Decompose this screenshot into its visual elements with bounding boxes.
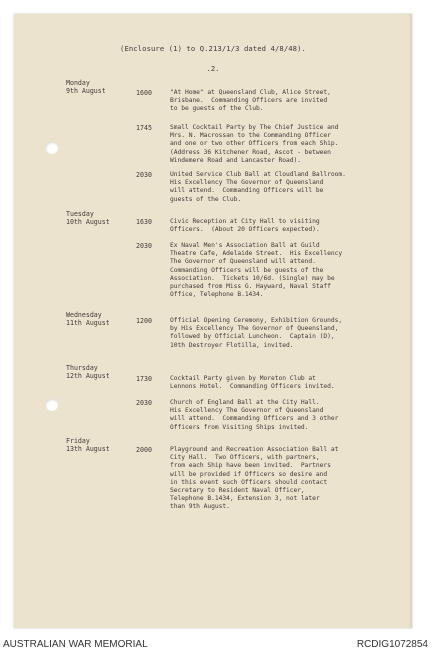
archive-footer [0, 636, 432, 654]
entry-time: 2000 [136, 446, 152, 454]
entry-day: Tuesday 10th August [66, 210, 110, 227]
entry-description: United Service Club Ball at Cloudland Ballroom. His Excellency The Governor of Queensland will attend. Commanding Officers will be guests of the Club. [170, 171, 346, 203]
entry-description: Official Opening Ceremony, Exhibition Grounds, by His Excellency The Governor of Queensland, followed by Official Luncheon. Captain (D), 10th Destroyer Flotilla, invited. [170, 317, 343, 349]
entry-day: Friday 13th August [66, 437, 110, 454]
entry-time: 2030 [136, 171, 152, 179]
entry-time: 2030 [136, 399, 152, 407]
entry-time: 1730 [136, 375, 152, 383]
entry-description: Church of England Ball at the City Hall. His Excellency The Governor of Queensland will attend. Commanding Officers and 3 other Officers from Visiting Ships invited. [170, 399, 339, 431]
entry-description: Small Cocktail Party by The Chief Justice and Mrs. N. Macrossan to the Commanding Officer and one or two other Officers from each Ship. (Address 36 Kitchener Road, Ascot - between Windemere Road and Lancaster Road). [170, 124, 339, 164]
document-page [14, 14, 412, 628]
entry-description: "At Home" at Queensland Club, Alice Street, Brisbane. Commanding Officers are invited to be guests of the Club. [170, 89, 331, 113]
entry-description: Cocktail Party given by Moreton Club at Lennons Hotel. Commanding Officers invited. [170, 375, 335, 391]
entry-time: 2030 [136, 242, 152, 250]
page-number: .2. [206, 64, 220, 73]
entry-description: Civic Reception at City Hall to visiting Officers. (About 20 Officers expected). [170, 218, 320, 234]
record-id: RCDIG1072854 [356, 639, 428, 650]
schedule-list [14, 14, 412, 628]
entry-time: 1745 [136, 124, 152, 132]
enclosure-heading: (Enclosure (1) to Q.213/1/3 dated 4/8/48). [120, 44, 306, 53]
entry-time: 1630 [136, 218, 152, 226]
entry-day: Wednesday 11th August [66, 311, 110, 328]
entry-day: Monday 9th August [66, 79, 106, 96]
entry-description: Ex Naval Men's Association Ball at Guild Theatre Cafe, Adelaide Street. His Excellency The Governor of Queensland will attend. Commanding Officers will be guests of the Association. Tickets 10/6d. (Single) may be purchased from Miss G. Hayward, Naval Staff Office, Telephone B.1434. [170, 242, 343, 299]
entry-description: Playground and Recreation Association Ball at City Hall. Two Officers, with partners, from each Ship have been invited. Partners will be provided if Officers so desire and in this event such Officers should contact Secretary to Resident Naval Officer, Telephone B.1434, Extension 3, not later than 9th August. [170, 446, 339, 511]
archive-name: AUSTRALIAN WAR MEMORIAL [3, 639, 148, 650]
entry-time: 1200 [136, 317, 152, 325]
entry-day: Thursday 12th August [66, 364, 110, 381]
entry-time: 1600 [136, 89, 152, 97]
